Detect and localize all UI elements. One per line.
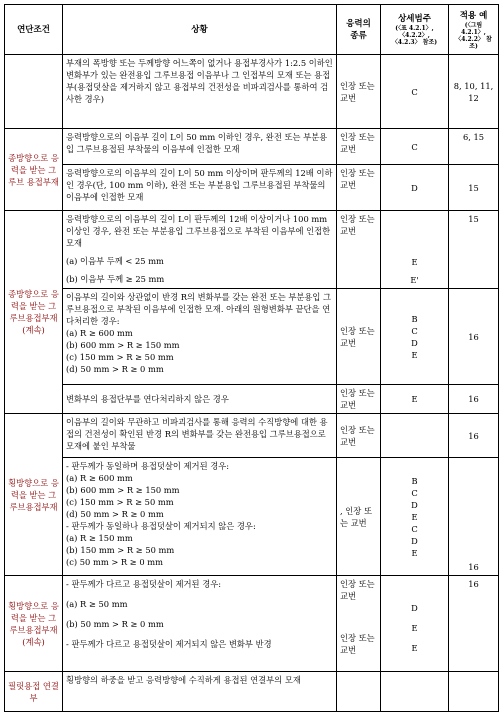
- header-stress-sub: 종류: [350, 30, 367, 41]
- table-row: [5, 672, 499, 712]
- situation-cell: 부재의 폭방향 또는 두께방향 어느쪽이 없거나 용접부경사가 1:2.5 이하인 변화부가 있는 완전용입 그루브용접 이음부나 그 인접부의 모재 또는 용접부(용접덧살을 제거하지 않고 용접부의 건전성을 비파괴검사를 통하여 검사한 경우): [63, 55, 337, 129]
- category-cell: [381, 414, 449, 458]
- situation-line-b: (b) 이음부 두께 ≥ 25 mm: [66, 274, 165, 284]
- example-cell: 16: [449, 414, 499, 458]
- situation-subhead: - 판두께가 다르고 용접덧살이 제거된 경우:: [66, 579, 222, 589]
- category-cell: [381, 289, 449, 385]
- category-b: E': [410, 275, 419, 285]
- table-header-row: [5, 5, 499, 55]
- situation-cell: 변화부의 용접단부를 연다처리하지 않은 경우: [63, 385, 337, 414]
- situation-line: (c) 150 mm > R ≥ 50 mm: [66, 352, 174, 362]
- situation-line: (a) R ≥ 600 mm: [66, 473, 133, 483]
- document-page: [4, 4, 498, 712]
- stress-cell: [337, 672, 381, 712]
- category-item: D: [411, 337, 418, 348]
- condition-cell: 필릿용접 연결부: [5, 672, 63, 712]
- table-row: [5, 385, 499, 414]
- category-cell: [381, 211, 449, 289]
- stress-cell: 인장 또는 교번: [337, 385, 381, 414]
- condition-cell: 종방향으로 응력을 받는 그루브 용접부재: [5, 129, 63, 211]
- situation-line-b: (b) 50 mm > R ≥ 0 mm: [66, 619, 164, 629]
- situation-cell: [63, 211, 337, 289]
- category-item: C: [411, 487, 418, 498]
- header-condition: 연단조건: [5, 5, 63, 55]
- stress-cell: 인장 또는 교번: [337, 211, 381, 289]
- header-example-sub: (〈그림 4.2.1〉, 〈4.2.2〉 참조): [455, 21, 492, 50]
- table-row: [5, 165, 499, 211]
- condition-cell: 종방향으로 응력을 받는 그루브용접부재(계속): [5, 211, 63, 414]
- situation-subhead: - 판두께가 동일하나 용접덧살이 제거되지 않은 경우:: [66, 521, 256, 531]
- fatigue-category-table: [4, 4, 499, 712]
- situation-line: (a) R ≥ 600 mm: [66, 328, 133, 338]
- example-cell: 15: [449, 165, 499, 211]
- example-cell: 8, 10, 11, 12: [449, 55, 499, 129]
- situation-line: (b) 600 mm > R ≥ 150 mm: [66, 340, 180, 350]
- category-item: B: [411, 475, 418, 486]
- category-item: C: [411, 523, 418, 534]
- category-item: C: [411, 325, 418, 336]
- situation-cell: 이음부의 길이와 무관하고 비파괴검사를 통해 응력의 수직방향에 대한 용접의 건전성이 확인된 반경 R의 변화부를 갖는 완전용입 그루브용접으로 모재에 붙인 부착물: [63, 414, 337, 458]
- stress-cell: 인장 또는 교번: [337, 55, 381, 129]
- stress-cell: 인장 또는 교번: [337, 165, 381, 211]
- example-cell: 16: [449, 458, 499, 576]
- table-row: [5, 289, 499, 385]
- example-cell: [449, 672, 499, 712]
- stress-cell: [337, 576, 381, 672]
- situation-cell: [63, 458, 337, 576]
- category-item: D: [411, 499, 418, 510]
- situation-line: (b) 600 mm > R ≥ 150 mm: [66, 485, 180, 495]
- condition-cell: 횡방향으로 응력을 받는 그루브용접부재: [5, 414, 63, 576]
- category-item: E: [411, 547, 418, 558]
- stress-cell: 인장 또는 교번: [337, 414, 381, 458]
- condition-cell: [5, 55, 63, 129]
- situation-cell: [63, 576, 337, 672]
- situation-line: (a) R ≥ 150 mm: [66, 533, 133, 543]
- situation-line-a: (a) R ≥ 50 mm: [66, 599, 128, 609]
- stress-cell: 인장 또는 교번: [337, 289, 381, 385]
- header-situation: 상황: [63, 5, 337, 55]
- situation-text: 이음부의 길이와 상관없이 반경 R의 변화부를 갖는 완전 또는 부분용입 그루브용접으로 부착된 이음부에 인접한 모재. 아래의 원형변화부 끝단을 연다처리한 경우:: [66, 292, 332, 326]
- table-row: [5, 55, 499, 129]
- header-category-sub: (〈표 4.2.1〉, 〈4.2.2〉, 〈4.2.3〉 참조): [391, 25, 438, 46]
- category-a: D: [411, 603, 418, 613]
- category-a: E: [411, 257, 418, 267]
- condition-cell: 횡방향으로 응력을 받는 그루브용접부재(계속): [5, 576, 63, 672]
- header-category-main: 상세범주: [398, 14, 431, 24]
- stress-b: 인장 또는 교번: [340, 633, 375, 655]
- example-cell: 16: [449, 385, 499, 414]
- stress-a: 인장 또는 교번: [340, 579, 375, 601]
- category-cell: [381, 458, 449, 576]
- header-example: [449, 5, 499, 55]
- header-stress-type: [337, 5, 381, 55]
- situation-cell: 응력방향으로의 이음부의 길이 L이 50 mm 이상이며 판두께의 12배 이하인 경우(단, 100 mm 이하), 완전 또는 부분용입 그루브용접된 부착물의 이음부에 인접한 모재: [63, 165, 337, 211]
- situation-line: (b) 150 mm > R ≥ 50 mm: [66, 545, 175, 555]
- situation-subhead: - 판두께가 다르고 용접덧살이 제거되지 않은 변화부 반경: [66, 639, 272, 649]
- header-category: [381, 5, 449, 55]
- table-row: [5, 211, 499, 289]
- category-cell: C: [381, 129, 449, 165]
- example-cell: 15: [449, 211, 499, 289]
- header-stress-main: 응력의: [346, 18, 371, 29]
- category-cell: [381, 576, 449, 672]
- category-item: B: [411, 313, 418, 324]
- situation-cell: 응력방향으로의 이음부 길이 L이 50 mm 이하인 경우, 완전 또는 부분용입 그루브용접된 부착물의 이음부에 인접한 모재: [63, 129, 337, 165]
- situation-cell: 횡방향의 하중을 받고 응력방향에 수직하게 용접된 연결부의 모재: [63, 672, 337, 712]
- category-cell: E: [381, 385, 449, 414]
- situation-subhead: - 판두께가 동일하며 용접덧살이 제거된 경우:: [66, 461, 230, 471]
- situation-text: 응력방향으로의 이음부의 길이 L이 판두께의 12배 이상이거나 100 mm 이상인 경우, 완전 또는 부분용입 그루브용접으로 부착된 이음부에 인접한 모재: [66, 214, 331, 248]
- category-item: E: [411, 511, 418, 522]
- category-cell: [381, 672, 449, 712]
- category-item: E: [411, 349, 418, 360]
- situation-line: (c) 50 mm > R ≥ 0 mm: [66, 557, 164, 567]
- category-item: D: [411, 535, 418, 546]
- table-row: [5, 129, 499, 165]
- example-cell: 16: [449, 289, 499, 385]
- stress-cell: , 인장 또는 교번: [337, 458, 381, 576]
- example-cell: 6, 15: [449, 129, 499, 165]
- category-b: E: [411, 623, 418, 633]
- header-example-main: 적용 예: [459, 10, 488, 21]
- situation-line: (d) 50 mm > R ≥ 0 mm: [66, 509, 164, 519]
- situation-cell: [63, 289, 337, 385]
- stress-cell: 인장 또는 교번: [337, 129, 381, 165]
- table-row: [5, 576, 499, 672]
- situation-line: (d) 50 mm > R ≥ 0 mm: [66, 364, 164, 374]
- category-cell: C: [381, 55, 449, 129]
- table-row: [5, 458, 499, 576]
- category-c: E: [411, 643, 418, 653]
- example-cell: 16: [449, 576, 499, 672]
- situation-line-a: (a) 이음부 두께 < 25 mm: [66, 256, 164, 266]
- category-cell: D: [381, 165, 449, 211]
- situation-line: (c) 150 mm > R ≥ 50 mm: [66, 497, 174, 507]
- table-row: [5, 414, 499, 458]
